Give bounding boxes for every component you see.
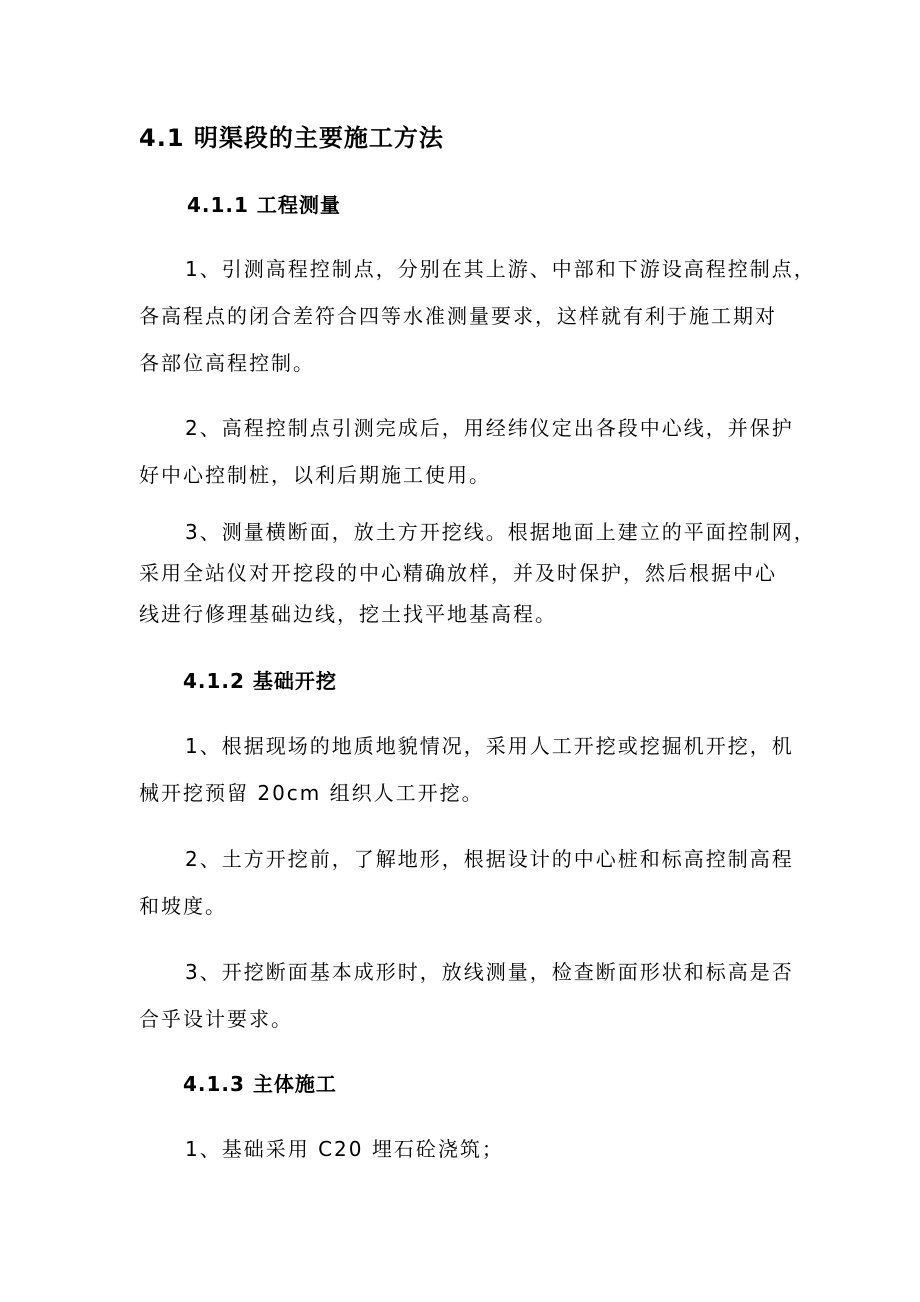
paragraph-line: 1、引测高程控制点，分别在其上游、中部和下游设高程控制点， bbox=[185, 257, 816, 281]
subsection-title-4-1-1: 4.1.1 工程测量 bbox=[187, 193, 341, 217]
paragraph-line: 线进行修理基础边线，挖土找平地基高程。 bbox=[139, 602, 557, 626]
paragraph-line: 2、高程控制点引测完成后，用经纬仪定出各段中心线，并保护 bbox=[185, 416, 794, 440]
paragraph-line: 和坡度。 bbox=[139, 894, 227, 918]
paragraph-line: 各部位高程控制。 bbox=[139, 351, 315, 375]
paragraph-line: 好中心控制桩，以利后期施工使用。 bbox=[139, 463, 491, 487]
paragraph-line: 1、基础采用 C20 埋石砼浇筑； bbox=[185, 1137, 504, 1161]
paragraph-line: 3、开挖断面基本成形时，放线测量，检查断面形状和标高是否 bbox=[185, 960, 794, 984]
paragraph-line: 械开挖预留 20cm 组织人工开挖。 bbox=[139, 781, 484, 805]
subsection-title-4-1-2: 4.1.2 基础开挖 bbox=[183, 669, 337, 693]
paragraph-line: 2、土方开挖前，了解地形，根据设计的中心桩和标高控制高程 bbox=[185, 847, 794, 871]
section-heading-4-1: 4.1 明渠段的主要施工方法 bbox=[139, 124, 444, 152]
paragraph-line: 各高程点的闭合差符合四等水准测量要求，这样就有利于施工期对 bbox=[139, 304, 777, 328]
paragraph-line: 采用全站仪对开挖段的中心精确放样，并及时保护，然后根据中心 bbox=[139, 561, 777, 585]
paragraph-line: 合乎设计要求。 bbox=[139, 1007, 293, 1031]
paragraph-line: 1、根据现场的地质地貌情况，采用人工开挖或挖掘机开挖，机 bbox=[185, 734, 794, 758]
subsection-title-4-1-3: 4.1.3 主体施工 bbox=[183, 1072, 337, 1096]
paragraph-line: 3、测量横断面，放土方开挖线。根据地面上建立的平面控制网， bbox=[185, 520, 816, 544]
